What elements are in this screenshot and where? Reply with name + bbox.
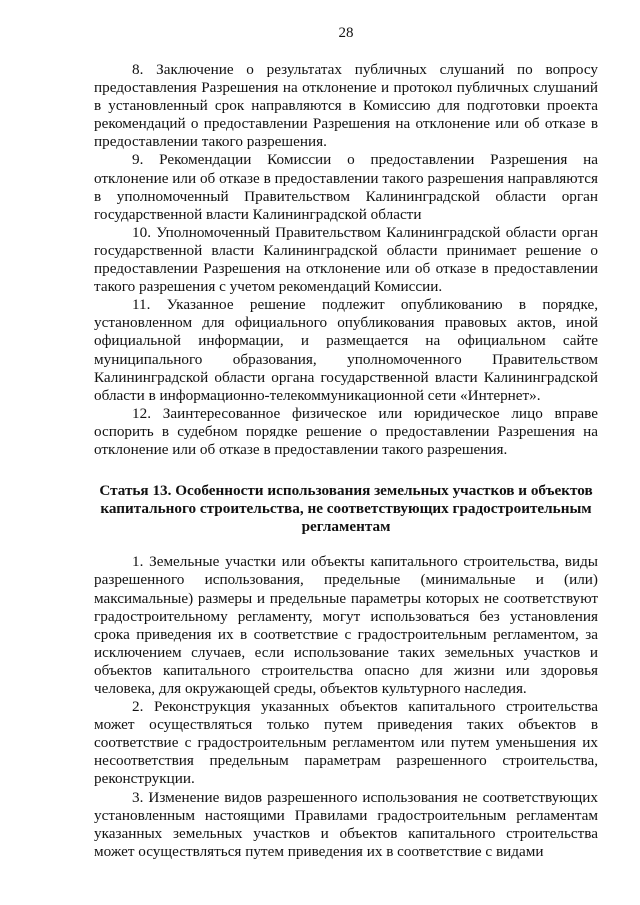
paragraph-12: 12. Заинтересованное физическое или юридическое лицо вправе оспорить в судебном порядке решение о предоставлении Разрешения на отклонение или об отказе в предоставлении такого разрешения. [94, 404, 598, 458]
article-paragraph-2: 2. Реконструкция указанных объектов капитального строительства может осуществляться только путем приведения таких объектов в соответствие с градостроительным регламентом или путем уменьшения их несоответствия предельным параметрам разрешенного строительства, реконструкции. [94, 698, 598, 788]
article-heading: Статья 13. Особенности использования земельных участков и объектов капитального строительства, не соответствующих градостроительным регламентам [99, 482, 593, 536]
paragraph-8: 8. Заключение о результатах публичных слушаний по вопросу предоставления Разрешения на отклонение и протокол публичных слушаний в установленный срок направляются в Комиссию для подготовки проекта рекомендаций о предоставлении Разрешения на отклонение или об отказе в предоставлении такого разрешения. [94, 61, 598, 151]
paragraph-9: 9. Рекомендации Комиссии о предоставлении Разрешения на отклонение или об отказе в предоставлении такого разрешения направляются в уполномоченный Правительством Калининградской области орган государственной власти Калининградской области [94, 151, 598, 223]
paragraph-11: 11. Указанное решение подлежит опубликованию в порядке, установленном для официального опубликования правовых актов, иной официальной информации, и размещается на официальном сайте муниципального образования, уполномоченного Правительством Калининградской области органа государственной власти Калининградской области в информационно-телекоммуникационной сети «Интернет». [94, 296, 598, 404]
article-paragraph-3: 3. Изменение видов разрешенного использования не соответствующих установленным настоящими Правилами градостроительным регламентам указанных земельных участков и объектов капитального строительства может осуществляться путем приведения их в соответствие с видами [94, 788, 598, 860]
article-paragraph-1: 1. Земельные участки или объекты капитального строительства, виды разрешенного использования, предельные (минимальные и (или) максимальные) размеры и предельные параметры которых не соответствуют градостроительному регламенту, могут использоваться без установления срока приведения их в соответствие с градостроительным регламентом, за исключением случаев, если использование таких земельных участков и объектов капитального строительства опасно для жизни или здоровья человека, для окружающей среды, объектов культурного наследия. [94, 553, 598, 697]
paragraphs-after [94, 553, 598, 861]
paragraphs-before [94, 61, 598, 459]
document-page [94, 24, 598, 861]
paragraph-10: 10. Уполномоченный Правительством Калининградской области орган государственной власти Калининградской области принимает решение о предоставлении Разрешения на отклонение или об отказе в предоставлении такого разрешения с учетом рекомендаций Комиссии. [94, 223, 598, 296]
page-number: 28 [338, 25, 354, 41]
